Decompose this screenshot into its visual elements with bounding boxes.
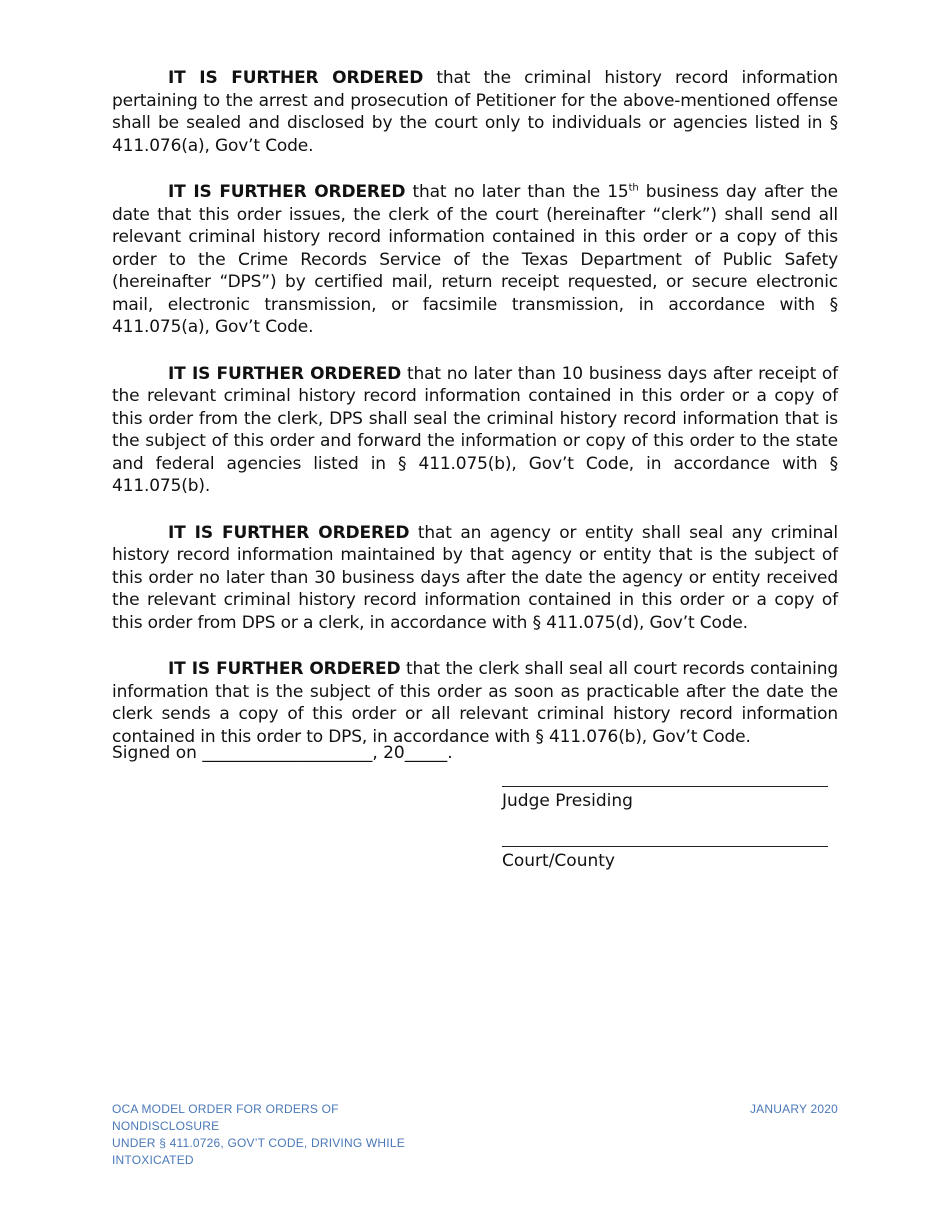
order-paragraph-3 bbox=[112, 363, 838, 498]
ordinal-superscript: th bbox=[628, 182, 639, 194]
paragraph-lead: IT IS FURTHER ORDERED bbox=[168, 182, 406, 202]
judge-presiding-label: Judge Presiding bbox=[502, 791, 633, 811]
judge-signature-block bbox=[502, 786, 828, 812]
paragraph-text: that no later than 10 business days after receipt of the relevant criminal history record information contained in this order or a copy of this order from the clerk, DPS shall seal the criminal history record information that is the subject of this order and forward the information or copy of this order to the state and federal agencies listed in § 411.075(b), Gov’t Code, in accordance with § 411.075(b). bbox=[112, 363, 839, 496]
footer-line-3: INTOXICATED bbox=[112, 1153, 194, 1167]
footer-line-2: UNDER § 411.0726, GOV’T CODE, DRIVING WHILE bbox=[112, 1136, 405, 1150]
footer-line-1: OCA MODEL ORDER FOR ORDERS OF NONDISCLOSURE bbox=[112, 1102, 339, 1133]
paragraph-lead: IT IS FURTHER ORDERED bbox=[168, 522, 410, 543]
paragraph-text: that the criminal history record information pertaining to the arrest and prosecution of Petitioner for the above-mentioned offense shall be sealed and disclosed by the court only to individuals or agencies listed in § 411.076(a), Gov’t Code. bbox=[112, 68, 838, 156]
court-signature-line bbox=[502, 846, 828, 847]
paragraph-lead: IT IS FURTHER ORDERED bbox=[168, 659, 401, 679]
order-paragraph-4 bbox=[112, 522, 838, 635]
paragraph-lead: IT IS FURTHER ORDERED bbox=[168, 68, 424, 88]
paragraph-text: that no later than the 15 bbox=[405, 182, 629, 202]
order-body bbox=[112, 67, 838, 772]
paragraph-lead: IT IS FURTHER ORDERED bbox=[168, 363, 402, 384]
signed-date-line: Signed on ____________________, 20_____. bbox=[112, 743, 453, 763]
order-paragraph-1 bbox=[112, 67, 838, 157]
order-paragraph-2 bbox=[112, 181, 838, 339]
paragraph-text: that the clerk shall seal all court records containing information that is the subject of this order as soon as practicable after the date the clerk sends a copy of this order or all relevant criminal history record information contained in this order to DPS, in accordance with § 411.076(b), Gov’t Code. bbox=[112, 659, 838, 747]
court-county-label: Court/County bbox=[502, 851, 615, 871]
paragraph-text: business day after the date that this order issues, the clerk of the court (hereinafter “clerk”) shall send all relevant criminal history record information contained in this order or a copy of this order to the Crime Records Service of the Texas Department of Public Safety (hereinafter “DPS”) by certified mail, return receipt requested, or secure electronic mail, electronic transmission, or facsimile transmission, in accordance with § 411.075(a), Gov’t Code. bbox=[112, 182, 838, 337]
paragraph-text: that an agency or entity shall seal any criminal history record information maintained by that agency or entity that is the subject of this order no later than 30 business days after the date the agency or entity received the relevant criminal history record information contained in this order or a copy of this order from DPS or a clerk, in accordance with § 411.075(d), Gov’t Code. bbox=[112, 522, 838, 633]
judge-signature-line bbox=[502, 786, 828, 787]
order-paragraph-5 bbox=[112, 658, 838, 748]
footer-date: JANUARY 2020 bbox=[749, 1102, 838, 1116]
footer-form-title bbox=[112, 1101, 442, 1169]
court-signature-block bbox=[502, 846, 828, 872]
